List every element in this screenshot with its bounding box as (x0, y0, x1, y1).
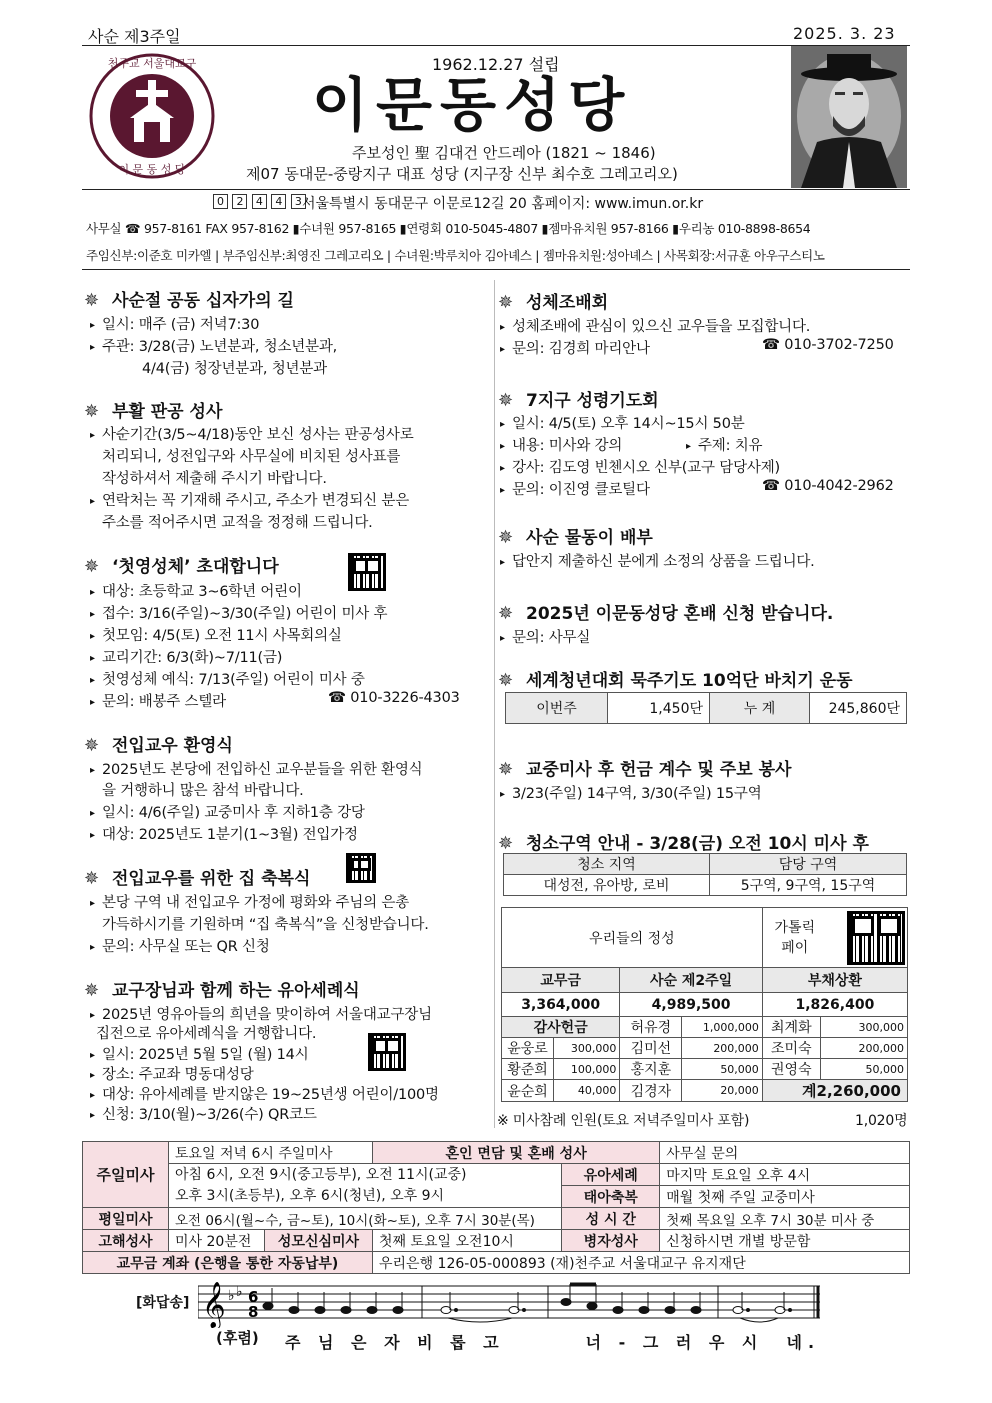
bullet-text: 처리되니, 성전입구와 사무실에 비치된 성사표를 (102, 449, 401, 465)
column-divider (494, 280, 495, 1128)
bullet-text: 성체조배에 관심이 있으신 교우들을 모집합니다. (512, 319, 811, 335)
star-icon: ✵ (84, 868, 100, 889)
bullet-text: 신청: 3/10(월)~3/26(수) QR코드 (102, 1107, 317, 1123)
donor-amount: 20,000 (682, 1080, 762, 1102)
thanks-label: 감사헌금 (502, 1017, 620, 1038)
schedule-label: 교무금 계좌 (은행을 통한 자동납부) (83, 1252, 373, 1274)
postcode-digit: 2 (232, 194, 247, 209)
star-icon: ✵ (498, 527, 514, 548)
thanks-total: 계2,260,000 (762, 1080, 907, 1102)
section-title: ✵ 사순 물동이 배부 (498, 527, 653, 548)
bullet-text: 연락처는 꼭 기재해 주시고, 주소가 변경되신 분은 (102, 493, 410, 509)
mass-schedule (82, 1141, 910, 1274)
section-title: ✵ 전입교우 환영식 (84, 735, 233, 756)
donor-name: 권영숙 (762, 1059, 820, 1080)
donor-amount: 50,000 (820, 1059, 907, 1080)
schedule-value: 미사 20분전 (169, 1230, 265, 1252)
star-icon: ✵ (498, 292, 514, 313)
bullet-text: 을 거행하니 많은 참석 바랍니다. (102, 783, 304, 799)
bullet-text: 대상: 유아세례를 받지않은 19~25년생 어린이/100명 (102, 1087, 439, 1103)
bullet-text: 장소: 주교좌 명동대성당 (102, 1067, 254, 1083)
offering-value: 1,826,400 (762, 993, 907, 1017)
bullet-text: 문의: 김경희 마리안나 (512, 341, 650, 357)
week-label: 사순 제3주일 (88, 27, 181, 46)
church-address: 서울특별시 동대문구 이문로12길 20 홈페이지: www.imun.or.kr (302, 196, 704, 212)
section-title: ✵ 청소구역 안내 - 3/28(금) 오전 10시 미사 후 (498, 833, 869, 854)
table-header: 교무금 (502, 968, 620, 993)
district-info: 제07 동대문-중랑지구 대표 성당 (지구장 신부 최수호 그레고리오) (246, 165, 678, 183)
donor-amount: 200,000 (682, 1038, 762, 1059)
star-icon: ✵ (84, 556, 100, 577)
bullet-text: 일시: 매주 (금) 저녁7:30 (102, 317, 260, 333)
qr-code[interactable] (348, 553, 386, 591)
bullet-text: 사순기간(3/5~4/18)동안 보신 성사는 판공성사로 (102, 427, 414, 443)
schedule-value: 마지막 토요일 오후 4시 (660, 1164, 910, 1186)
section-title: ✵ ‘첫영성체’ 초대합니다 (84, 556, 279, 577)
schedule-label: 태아축복 (562, 1186, 660, 1208)
bullet-text: 내용: 미사와 강의 (512, 438, 623, 454)
postcode-digit: 3 (291, 194, 306, 209)
bullet-text: 가득하시기를 기원하며 “집 축복식”을 신청받습니다. (102, 917, 429, 933)
donor-name: 김경자 (620, 1080, 682, 1102)
bullet-text: 문의: 이진영 클로틸다 (512, 482, 650, 498)
schedule-value: 첫째 토요일 오전10시 (373, 1230, 562, 1252)
svg-text:이 문 동 성 당: 이 문 동 성 당 (118, 163, 186, 176)
donor-name: 김미선 (620, 1038, 682, 1059)
table-header: 부채상환 (762, 968, 907, 993)
bullet-text: 집전으로 유아세례식을 거행합니다. (96, 1026, 317, 1042)
refrain-label: (후렴) (216, 1329, 259, 1347)
offering-value: 3,364,000 (502, 993, 620, 1017)
section-title: ✵ 7지구 성령기도회 (498, 390, 659, 411)
catholic-pay-label: 페이 (781, 939, 809, 956)
table-header: 청소 지역 (504, 854, 710, 875)
donor-name: 윤웅로 (502, 1038, 554, 1059)
section-title: ✵ 2025년 이문동성당 혼배 신청 받습니다. (498, 603, 834, 624)
star-icon: ✵ (84, 401, 100, 422)
schedule-value: 아침 6시, 오전 9시(중고등부), 오전 11시(교중) (175, 1166, 467, 1183)
attendance-note: ※ 미사참례 인원(토요 저녁주일미사 포함) (497, 1113, 750, 1129)
phone-number[interactable]: ☎ 010-3226-4303 (328, 690, 460, 706)
bullet-text: 본당 구역 내 전입교우 가정에 평화와 주님의 은총 (102, 895, 410, 911)
star-icon: ✵ (84, 735, 100, 756)
offering-value: 4,989,500 (620, 993, 762, 1017)
section-title: ✵ 교중미사 후 헌금 계수 및 주보 봉사 (498, 759, 792, 780)
bullet-text: 첫영성체 예식: 7/13(주일) 어린이 미사 중 (102, 672, 365, 688)
time-signature-top: 6 (248, 1288, 259, 1306)
bullet-text: 2025년 영유아들의 희년을 맞이하여 서울대교구장님 (102, 1007, 432, 1023)
time-signature-bottom: 8 (248, 1303, 259, 1321)
schedule-label: 혼인 면담 및 혼배 성사 (373, 1142, 660, 1164)
bullet-text: 일시: 2025년 5월 5일 (월) 14시 (102, 1047, 309, 1063)
bullet-text: 일시: 4/5(토) 오후 14시~15시 50분 (512, 416, 745, 432)
schedule-label: 평일미사 (83, 1208, 169, 1230)
svg-text:천주교 서울대교구: 천주교 서울대교구 (107, 57, 197, 70)
postcode-digit: 4 (271, 194, 286, 209)
catholic-pay-label: 가톨릭 (774, 919, 816, 936)
rosary-table (505, 692, 907, 724)
qr-code[interactable] (368, 1033, 406, 1071)
donor-name: 허유경 (620, 1017, 682, 1038)
phone-number[interactable]: ☎ 010-4042-2962 (762, 478, 894, 494)
bullet-text: 3/23(주일) 14구역, 3/30(주일) 15구역 (512, 786, 762, 802)
star-icon: ✵ (498, 833, 514, 854)
contact-numbers: 사무실 ☎ 957-8161 FAX 957-8162 ▮수녀원 957-8165 ▮연령회 010-5045-4807 ▮젬마유치원 957-8166 ▮우리농 010-8898-8654 (86, 221, 811, 236)
issue-date: 2025. 3. 23 (793, 24, 896, 43)
postcode (213, 193, 306, 209)
offering-table (501, 907, 908, 1102)
bullet-text: 접수: 3/16(주일)~3/30(주일) 어린이 미사 후 (102, 606, 388, 622)
qr-code[interactable] (847, 911, 905, 965)
donor-name: 홍지훈 (620, 1059, 682, 1080)
schedule-value: 신청하시면 개별 방문함 (660, 1230, 910, 1252)
schedule-value: 사무실 문의 (660, 1142, 910, 1164)
postcode-digit: 0 (213, 194, 228, 209)
psalm-label: [화답송] (136, 1295, 190, 1311)
section-title: ✵ 세계청년대회 묵주기도 10억단 바치기 운동 (498, 670, 853, 691)
donor-name: 조미숙 (762, 1038, 820, 1059)
founded-date: 1962.12.27 설립 (432, 55, 560, 74)
donor-amount: 300,000 (820, 1017, 907, 1038)
patron-saint: 주보성인 聖 김대건 안드레아 (1821 ~ 1846) (352, 144, 656, 162)
section-title: ✵ 전입교우를 위한 집 축복식 (84, 868, 311, 889)
schedule-label: 병자성사 (562, 1230, 660, 1252)
table-cell: 대성전, 유아방, 로비 (504, 875, 710, 896)
section-title: ✵ 부활 판공 성사 (84, 401, 223, 422)
star-icon: ✵ (84, 980, 100, 1001)
donor-amount: 300,000 (554, 1038, 620, 1059)
bullet-text: 일시: 4/6(주일) 교중미사 후 지하1층 강당 (102, 805, 365, 821)
bullet-text: 교리기간: 6/3(화)~7/11(금) (102, 650, 283, 666)
schedule-label: 성 시 간 (562, 1208, 660, 1230)
bullet-text: 작성하셔서 제출해 주시기 바랍니다. (102, 471, 327, 487)
schedule-value: 매월 첫째 주일 교중미사 (660, 1186, 910, 1208)
staff-list: 주임신부:이준호 미카엘 | 부주임신부:최영진 그레고리오 | 수녀원:박루치아 김아녜스 | 젬마유치원:성아녜스 | 사목회장:서규훈 아우구스티노 (86, 248, 825, 263)
donor-amount: 1,000,000 (682, 1017, 762, 1038)
schedule-value: 오후 3시(초등부), 오후 6시(청년), 오후 9시 (175, 1187, 445, 1204)
star-icon: ✵ (498, 390, 514, 411)
rosary-cell: 1,450단 (608, 693, 710, 724)
svg-text:♭: ♭ (236, 1284, 243, 1300)
star-icon: ✵ (498, 759, 514, 780)
saint-portrait (791, 46, 907, 188)
psalm-lyrics: 주 님 은 자 비 롭 고 너 - 그 러 우 시 네. (285, 1333, 821, 1352)
rosary-cell: 누 계 (710, 693, 810, 724)
schedule-value: 토요일 저녁 6시 주일미사 (169, 1142, 373, 1164)
svg-text:♭: ♭ (228, 1288, 235, 1304)
attendance-count: 1,020명 (855, 1113, 908, 1129)
schedule-label: 유아세례 (562, 1164, 660, 1186)
phone-number[interactable]: ☎ 010-3702-7250 (762, 337, 894, 353)
donor-name: 최계화 (762, 1017, 820, 1038)
schedule-value: 첫째 목요일 오후 7시 30분 미사 중 (660, 1208, 910, 1230)
bullet-text: 주소를 적어주시면 교적을 정정해 드립니다. (102, 515, 373, 531)
bullet-text: 대상: 2025년도 1분기(1~3월) 전입가정 (102, 827, 358, 843)
schedule-label: 주일미사 (83, 1142, 169, 1208)
bullet-text: 첫모임: 4/5(토) 오전 11시 사목회의실 (102, 628, 342, 644)
section-title: ✵ 성체조배회 (498, 292, 609, 313)
postcode-digit: 4 (252, 194, 267, 209)
bank-account: 우리은행 126-05-000893 (재)천주교 서울대교구 유지재단 (373, 1252, 910, 1274)
donor-amount: 200,000 (820, 1038, 907, 1059)
bullet-text: 2025년도 본당에 전입하신 교우분들을 위한 환영식 (102, 762, 423, 778)
rosary-cell: 이번주 (506, 693, 608, 724)
bullet-text: 문의: 사무실 또는 QR 신청 (102, 939, 270, 955)
bullet-text: 주제: 치유 (698, 438, 763, 454)
schedule-label: 성모신심미사 (265, 1230, 373, 1252)
offering-title: 우리들의 정성 (502, 908, 763, 968)
donor-name: 황준희 (502, 1059, 554, 1080)
rosary-cell: 245,860단 (810, 693, 907, 724)
table-header: 담당 구역 (710, 854, 907, 875)
music-staff (198, 1278, 824, 1328)
table-cell: 5구역, 9구역, 15구역 (710, 875, 907, 896)
donor-amount: 40,000 (554, 1080, 620, 1102)
svg-text:𝄞: 𝄞 (202, 1282, 226, 1328)
bullet-text: 대상: 초등학교 3~6학년 어린이 (102, 584, 302, 600)
cleaning-table (503, 853, 907, 896)
schedule-label: 고해성사 (83, 1230, 169, 1252)
section-title: ✵ 교구장님과 함께 하는 유아세례식 (84, 980, 360, 1001)
star-icon: ✵ (84, 290, 100, 311)
donor-amount: 50,000 (682, 1059, 762, 1080)
bullet-text: 문의: 사무실 (512, 630, 591, 646)
bullet-text: 답안지 제출하신 분에게 소정의 상품을 드립니다. (512, 554, 815, 570)
bullet-text: 강사: 김도영 빈첸시오 신부(교구 담당사제) (512, 460, 780, 476)
donor-name: 윤순희 (502, 1080, 554, 1102)
section-title: ✵ 사순절 공동 십자가의 길 (84, 290, 294, 311)
church-title: 이문동성당 (312, 71, 633, 139)
table-header: 사순 제2주일 (620, 968, 762, 993)
star-icon: ✵ (498, 670, 514, 691)
bullet-text: 문의: 배봉주 스텔라 (102, 694, 226, 710)
bullet-text: 주관: 3/28(금) 노년분과, 청소년분과, (102, 339, 338, 355)
star-icon: ✵ (498, 603, 514, 624)
qr-code[interactable] (346, 853, 376, 883)
bullet-text: 4/4(금) 청장년분과, 청년분과 (142, 361, 327, 377)
donor-amount: 100,000 (554, 1059, 620, 1080)
church-seal (88, 52, 216, 180)
schedule-value: 오전 06시(월~수, 금~토), 10시(화~토), 오후 7시 30분(목) (169, 1208, 562, 1230)
